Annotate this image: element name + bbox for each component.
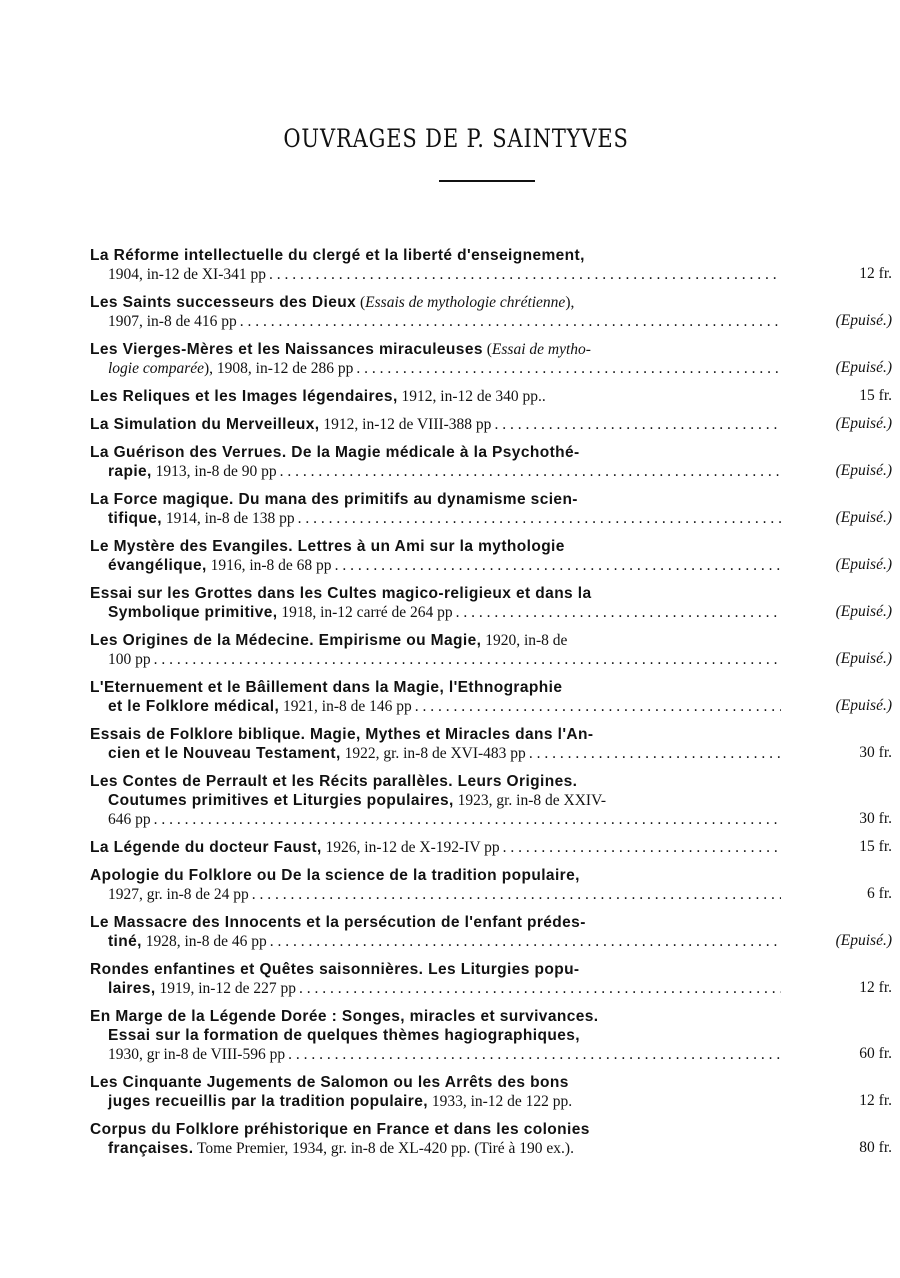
work-title: Apologie du Folklore ou De la science de la tradition populaire, — [90, 867, 580, 884]
work-title: Les Cinquante Jugements de Salomon ou les Arrêts des bons — [90, 1074, 569, 1091]
dot-leader — [335, 556, 781, 575]
work-title: Coutumes primitives et Liturgies populaires, — [108, 792, 454, 809]
work-title: En Marge de la Légende Dorée : Songes, miracles et survivances. — [90, 1008, 599, 1025]
work-details: 1916, in-8 de 68 pp — [206, 557, 332, 574]
dot-leader — [456, 603, 781, 622]
entry-line — [90, 650, 783, 669]
work-title: La Réforme intellectuelle du clergé et la liberté d'enseignement, — [90, 247, 585, 264]
price-label: 60 fr. — [859, 1045, 892, 1062]
bibliography-entry — [90, 490, 892, 528]
work-title: tiné, — [108, 933, 142, 950]
dot-leader — [240, 312, 781, 331]
entry-line — [90, 1092, 783, 1111]
title-rule — [439, 180, 535, 182]
entry-line — [90, 340, 783, 359]
price-label: 6 fr. — [867, 885, 892, 902]
entry-line — [90, 932, 783, 951]
entry-line — [90, 1026, 783, 1045]
dot-leader — [299, 979, 781, 998]
bibliography-entry — [90, 1120, 892, 1158]
dot-leader — [298, 509, 781, 528]
work-title: Le Mystère des Evangiles. Lettres à un Ami sur la mythologie — [90, 538, 565, 555]
entry-line — [90, 415, 783, 434]
work-title: Essai sur la formation de quelques thèmes hagiographiques, — [108, 1027, 580, 1044]
work-details: 1913, in-8 de 90 pp — [151, 463, 277, 480]
work-title: évangélique, — [108, 557, 207, 574]
work-title: rapie, — [108, 463, 152, 480]
entry-line — [90, 1045, 783, 1064]
bibliography-entry — [90, 387, 892, 406]
price-label: (Epuisé.) — [835, 603, 892, 620]
work-details: ( — [482, 341, 492, 358]
price-label: 12 fr. — [859, 265, 892, 282]
entry-line — [90, 810, 783, 829]
work-title: Le Massacre des Innocents et la persécution de l'enfant prédes- — [90, 914, 586, 931]
bibliography-entry — [90, 678, 892, 716]
entry-line — [90, 490, 783, 509]
entry-line — [90, 885, 783, 904]
work-details: 100 pp — [108, 651, 151, 668]
work-details: 1912, in-12 de VIII-388 pp — [319, 416, 492, 433]
work-details: 1922, gr. in-8 de XVI-483 pp — [340, 745, 526, 762]
work-details: 1927, gr. in-8 de 24 pp — [108, 886, 249, 903]
work-title: La Légende du docteur Faust, — [90, 839, 322, 856]
work-title: tifique, — [108, 510, 162, 527]
work-title: Les Reliques et les Images légendaires, — [90, 388, 398, 405]
bibliography-entry — [90, 631, 892, 669]
entry-line — [90, 772, 783, 791]
work-details: ), 1908, in-12 de 286 pp — [203, 360, 354, 377]
bibliography-entry — [90, 1073, 892, 1111]
entry-line — [90, 725, 783, 744]
price-label: 30 fr. — [859, 744, 892, 761]
entry-line — [90, 246, 783, 265]
works-list — [90, 246, 892, 1167]
work-details: 1930, gr in-8 de VIII-596 pp — [108, 1046, 286, 1063]
dot-leader — [154, 650, 781, 669]
work-details: 646 pp — [108, 811, 151, 828]
dot-leader — [252, 885, 781, 904]
entry-line — [90, 979, 783, 998]
price-label: (Epuisé.) — [835, 359, 892, 376]
entry-line — [90, 678, 783, 697]
work-title: Essai sur les Grottes dans les Cultes magico-religieux et dans la — [90, 585, 592, 602]
work-title: La Force magique. Du mana des primitifs au dynamisme scien- — [90, 491, 578, 508]
work-title: La Simulation du Merveilleux, — [90, 416, 320, 433]
work-title: Rondes enfantines et Quêtes saisonnières. Les Liturgies popu- — [90, 961, 580, 978]
dot-leader — [494, 415, 781, 434]
work-title: L'Eternuement et le Bâillement dans la Magie, l'Ethnographie — [90, 679, 563, 696]
work-title: Essais de Folklore biblique. Magie, Mythes et Miracles dans l'An- — [90, 726, 594, 743]
work-details: 1921, in-8 de 146 pp — [279, 698, 412, 715]
price-label: 12 fr. — [859, 1092, 892, 1109]
dot-leader — [288, 1045, 781, 1064]
dot-leader — [503, 838, 781, 857]
work-details: 1920, in-8 de — [481, 632, 568, 649]
bibliography-entry — [90, 913, 892, 951]
entry-line — [90, 1007, 783, 1026]
work-details: 1923, gr. in-8 de XXIV- — [453, 792, 607, 809]
bibliography-entry — [90, 838, 892, 857]
work-details: 1904, in-12 de XI-341 pp — [108, 266, 266, 283]
bibliography-entry — [90, 1007, 892, 1064]
bibliography-entry — [90, 415, 892, 434]
work-title: Les Contes de Perrault et les Récits parallèles. Leurs Origines. — [90, 773, 578, 790]
bibliography-entry — [90, 443, 892, 481]
work-title: Les Vierges-Mères et les Naissances miraculeuses — [90, 341, 483, 358]
work-title: La Guérison des Verrues. De la Magie médicale à la Psychothé- — [90, 444, 580, 461]
work-title: et le Folklore médical, — [108, 698, 280, 715]
work-details: Tome Premier, 1934, gr. in-8 de XL-420 pp. (Tiré à 190 ex.). — [193, 1140, 574, 1157]
price-label: 80 fr. — [859, 1139, 892, 1156]
dot-leader — [280, 462, 781, 481]
work-details: 1912, in-12 de 340 pp.. — [397, 388, 546, 405]
dot-leader — [269, 265, 781, 284]
entry-line — [90, 791, 783, 810]
bibliography-entry — [90, 293, 892, 331]
entry-line — [90, 509, 783, 528]
price-label: (Epuisé.) — [835, 312, 892, 329]
work-subtitle: Essais de mythologie chrétienne — [365, 294, 566, 311]
entry-line — [90, 462, 783, 481]
bibliography-entry — [90, 246, 892, 284]
bibliography-entry — [90, 772, 892, 829]
entry-line — [90, 838, 783, 857]
price-label: 12 fr. — [859, 979, 892, 996]
entry-line — [90, 913, 783, 932]
price-label: (Epuisé.) — [835, 650, 892, 667]
page-title: OUVRAGES DE P. SAINTYVES — [283, 124, 629, 153]
bibliography-entry — [90, 960, 892, 998]
bibliography-entry — [90, 340, 892, 378]
dot-leader — [270, 932, 781, 951]
work-subtitle: Essai de mytho- — [491, 341, 591, 358]
bibliography-entry — [90, 725, 892, 763]
work-subtitle: logie comparée — [108, 360, 204, 377]
bibliography-entry — [90, 584, 892, 622]
work-title: Les Origines de la Médecine. Empirisme ou Magie, — [90, 632, 482, 649]
price-label: 15 fr. — [859, 838, 892, 855]
price-label: (Epuisé.) — [835, 697, 892, 714]
work-title: Les Saints successeurs des Dieux — [90, 294, 357, 311]
price-label: (Epuisé.) — [835, 415, 892, 432]
price-label: 15 fr. — [859, 387, 892, 404]
work-details: ( — [356, 294, 366, 311]
work-title: laires, — [108, 980, 156, 997]
entry-line — [90, 631, 783, 650]
entry-line — [90, 1073, 783, 1092]
work-title: Corpus du Folklore préhistorique en France et dans les colonies — [90, 1121, 590, 1138]
price-label: 30 fr. — [859, 810, 892, 827]
entry-line — [90, 293, 783, 312]
entry-line — [90, 312, 783, 331]
work-details: 1933, in-12 de 122 pp. — [427, 1093, 573, 1110]
entry-line — [90, 960, 783, 979]
entry-line — [90, 584, 783, 603]
entry-line — [90, 1139, 783, 1158]
dot-leader — [529, 744, 781, 763]
entry-line — [90, 603, 783, 622]
bibliography-entry — [90, 537, 892, 575]
work-title: juges recueillis par la tradition populaire, — [108, 1093, 428, 1110]
entry-line — [90, 359, 783, 378]
work-title: Symbolique primitive, — [108, 604, 278, 621]
entry-line — [90, 744, 783, 763]
entry-line — [90, 1120, 783, 1139]
price-label: (Epuisé.) — [835, 932, 892, 949]
work-title: françaises. — [108, 1140, 194, 1157]
entry-line — [90, 387, 783, 406]
dot-leader — [415, 697, 781, 716]
entry-line — [90, 443, 783, 462]
work-details: 1907, in-8 de 416 pp — [108, 313, 237, 330]
entry-line — [90, 866, 783, 885]
work-details: 1914, in-8 de 138 pp — [162, 510, 295, 527]
work-details: ), — [565, 294, 575, 311]
price-label: (Epuisé.) — [835, 556, 892, 573]
dot-leader — [356, 359, 781, 378]
work-details: 1928, in-8 de 46 pp — [141, 933, 267, 950]
work-details: 1919, in-12 de 227 pp — [155, 980, 296, 997]
entry-line — [90, 537, 783, 556]
work-details: 1918, in-12 carré de 264 pp — [277, 604, 453, 621]
entry-line — [90, 697, 783, 716]
work-details: 1926, in-12 de X-192-IV pp — [321, 839, 500, 856]
entry-line — [90, 556, 783, 575]
price-label: (Epuisé.) — [835, 509, 892, 526]
bibliography-entry — [90, 866, 892, 904]
work-title: cien et le Nouveau Testament, — [108, 745, 341, 762]
dot-leader — [154, 810, 781, 829]
price-label: (Epuisé.) — [835, 462, 892, 479]
entry-line — [90, 265, 783, 284]
